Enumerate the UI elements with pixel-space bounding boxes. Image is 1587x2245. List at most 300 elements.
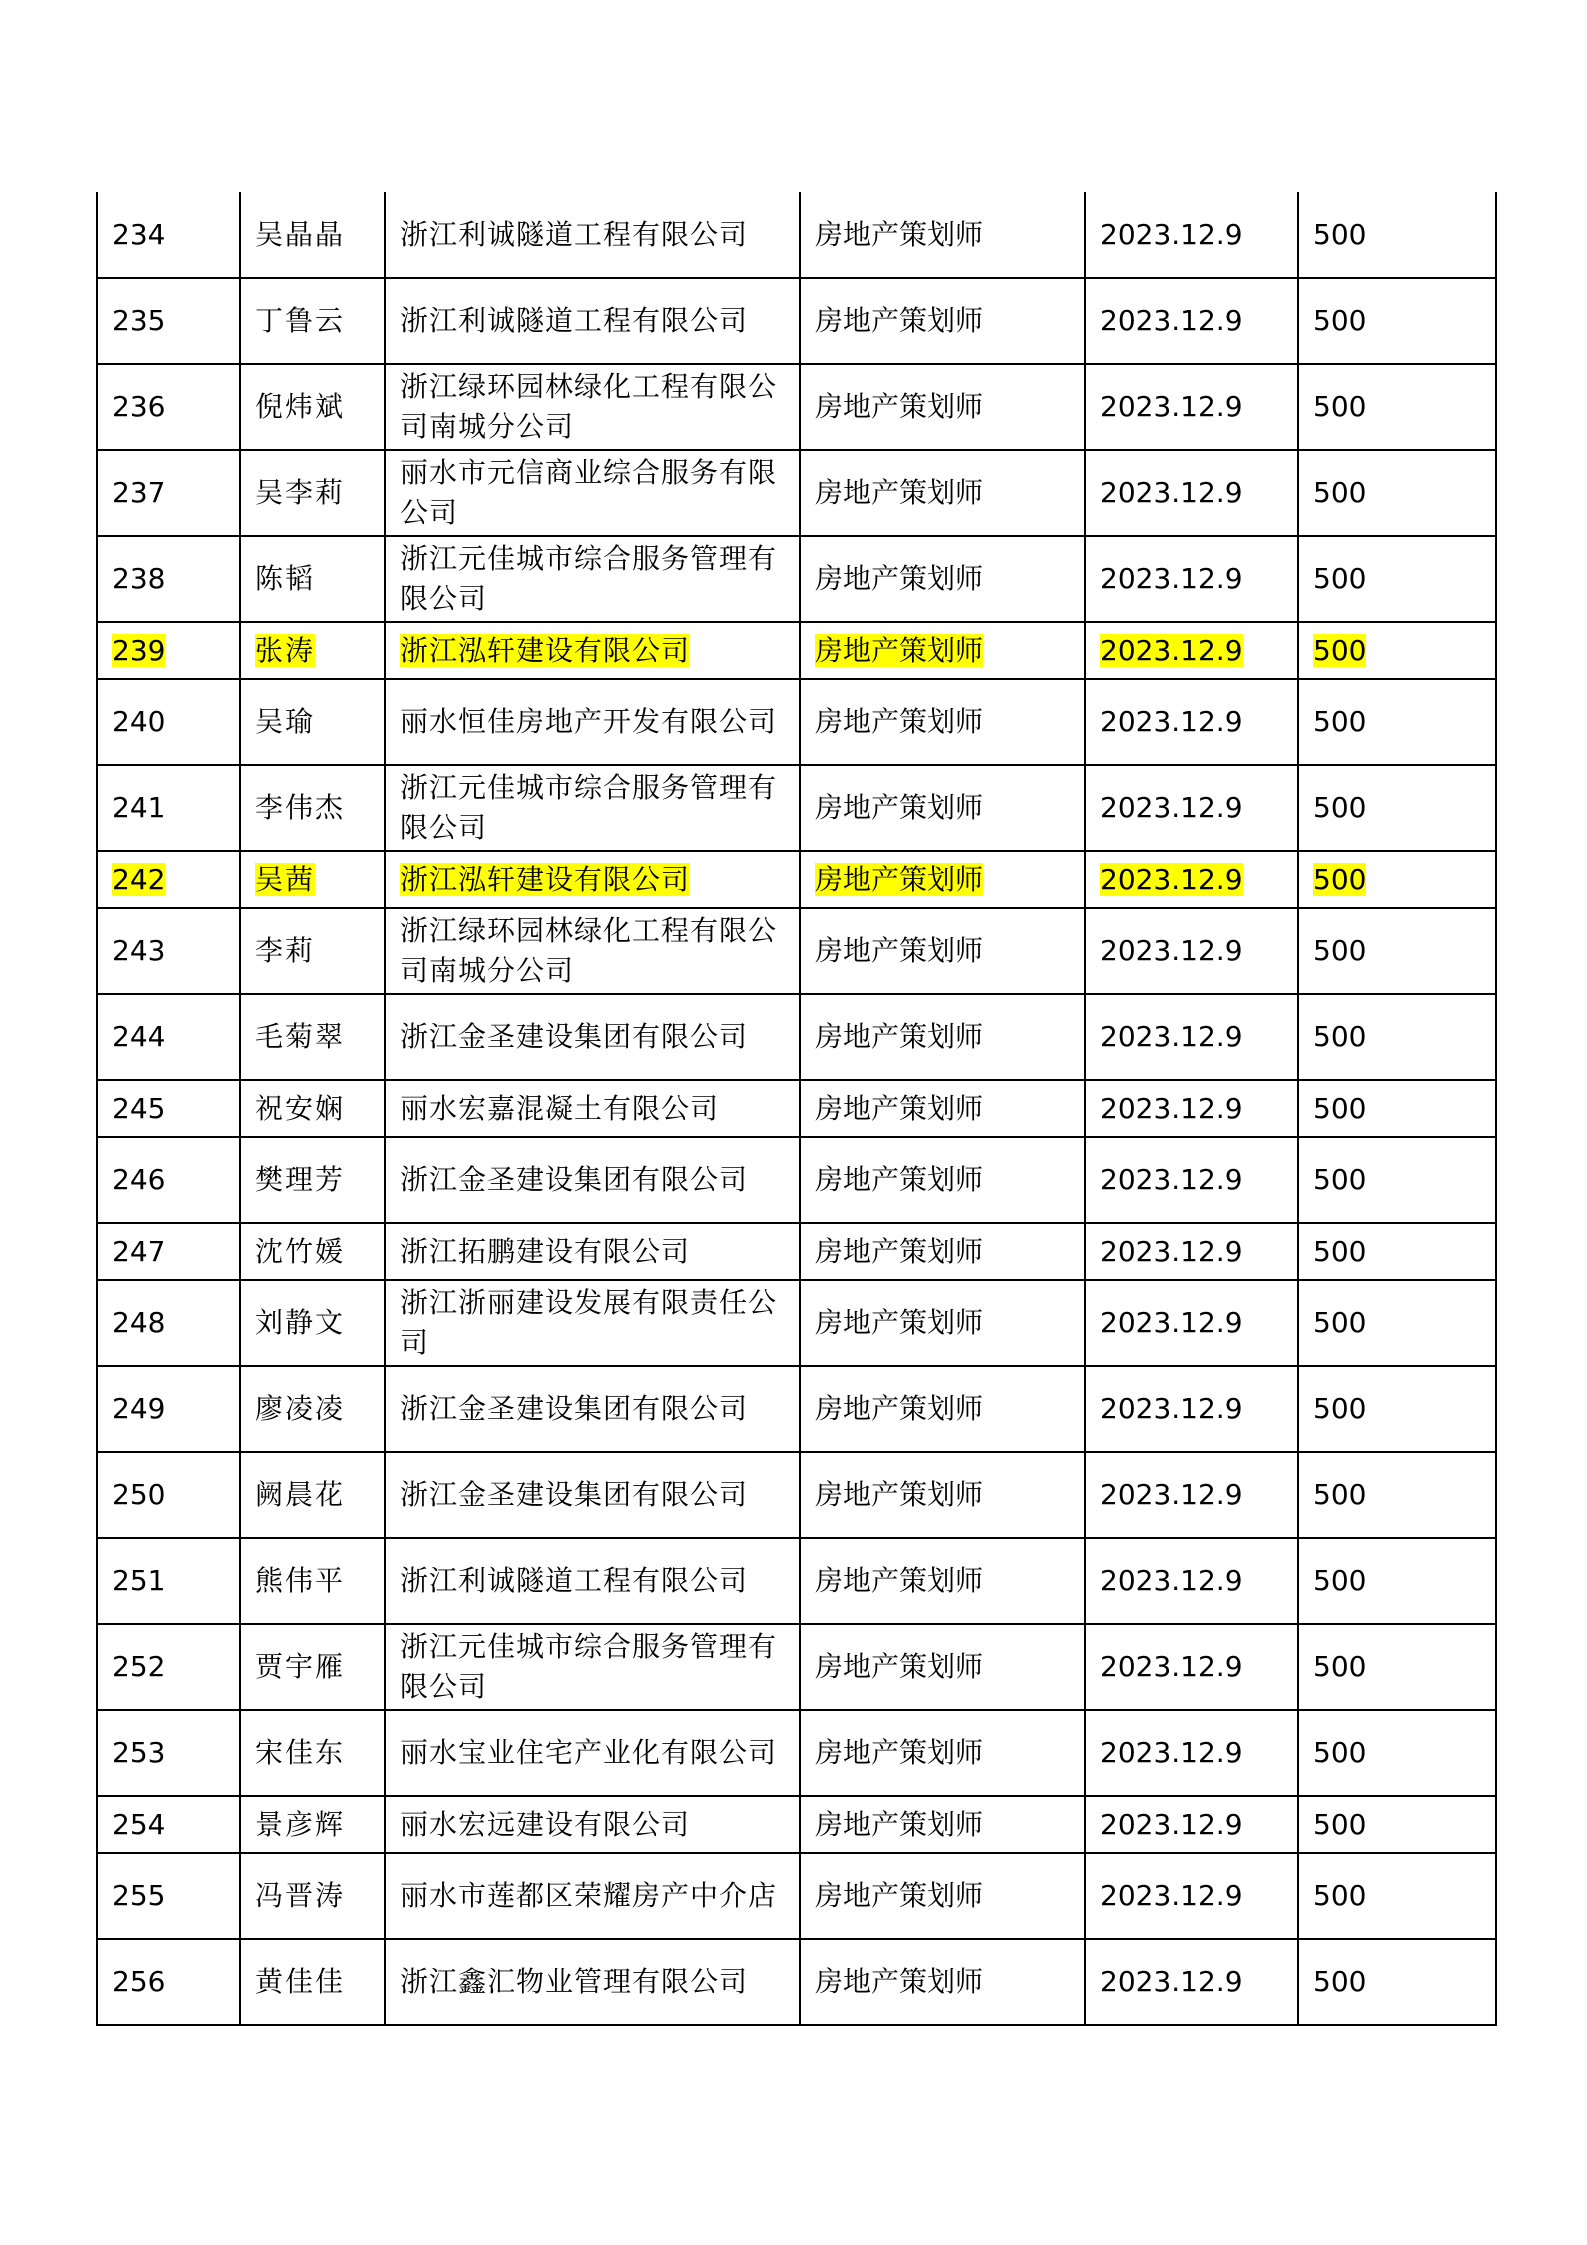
- amount-cell: [1298, 1710, 1496, 1796]
- organization-cell: [385, 765, 800, 851]
- person-name-cell: [240, 1280, 385, 1366]
- person-name-text: 冯晋涛: [255, 1879, 346, 1912]
- date-text: 2023.12.9: [1100, 1163, 1243, 1196]
- person-name-text: 陈韬: [255, 562, 316, 595]
- occupation-cell: [800, 1538, 1085, 1624]
- occupation-text: 房地产策划师: [815, 1564, 984, 1597]
- amount-cell: [1298, 1796, 1496, 1853]
- occupation-text: 房地产策划师: [815, 476, 984, 509]
- date-text: 2023.12.9: [1100, 934, 1243, 967]
- row-number-cell: [97, 994, 240, 1080]
- occupation-cell: [800, 1853, 1085, 1939]
- date-text: 2023.12.9: [1100, 390, 1243, 423]
- amount-text: 500: [1313, 1965, 1367, 1998]
- person-name-text: 祝安娴: [255, 1091, 346, 1125]
- organization-cell: [385, 192, 800, 278]
- date-cell: [1085, 994, 1298, 1080]
- person-name-text: 吴瑜: [255, 705, 316, 738]
- date-text: 2023.12.9: [1100, 633, 1243, 667]
- amount-cell: [1298, 278, 1496, 364]
- row-number-cell: [97, 1710, 240, 1796]
- amount-text: 500: [1313, 476, 1367, 509]
- amount-text: 500: [1313, 1091, 1367, 1125]
- person-name-text: 樊理芳: [255, 1163, 346, 1196]
- date-text: 2023.12.9: [1100, 1564, 1243, 1597]
- date-text: 2023.12.9: [1100, 1020, 1243, 1053]
- organization-text: 浙江利诚隧道工程有限公司: [400, 304, 749, 337]
- row-number-text: 240: [112, 705, 166, 738]
- person-name-cell: [240, 1853, 385, 1939]
- amount-text: 500: [1313, 1163, 1367, 1196]
- amount-text: 500: [1313, 1736, 1367, 1769]
- amount-cell: [1298, 851, 1496, 908]
- row-number-text: 254: [112, 1807, 166, 1841]
- date-cell: [1085, 1796, 1298, 1853]
- amount-text: 500: [1313, 1306, 1367, 1339]
- occupation-text: 房地产策划师: [815, 1163, 984, 1196]
- organization-text: 浙江金圣建设集团有限公司: [400, 1163, 749, 1196]
- organization-text: 浙江绿环园林绿化工程有限公司南城分公司: [400, 370, 778, 443]
- person-name-cell: [240, 1366, 385, 1452]
- amount-text: 500: [1313, 562, 1367, 595]
- occupation-text: 房地产策划师: [815, 705, 984, 738]
- date-text: 2023.12.9: [1100, 862, 1243, 896]
- person-name-text: 张涛: [255, 633, 316, 667]
- row-number-text: 235: [112, 304, 166, 337]
- person-name-cell: [240, 622, 385, 679]
- row-number-cell: [97, 1452, 240, 1538]
- person-name-cell: [240, 364, 385, 450]
- date-cell: [1085, 536, 1298, 622]
- amount-text: 500: [1313, 791, 1367, 824]
- row-number-cell: [97, 192, 240, 278]
- date-cell: [1085, 1710, 1298, 1796]
- date-text: 2023.12.9: [1100, 1234, 1243, 1268]
- person-name-cell: [240, 1223, 385, 1280]
- amount-text: 500: [1313, 1234, 1367, 1268]
- row-number-text: 250: [112, 1478, 166, 1511]
- occupation-cell: [800, 1710, 1085, 1796]
- person-name-text: 熊伟平: [255, 1564, 346, 1597]
- date-text: 2023.12.9: [1100, 705, 1243, 738]
- occupation-text: 房地产策划师: [815, 1091, 984, 1125]
- date-cell: [1085, 1624, 1298, 1710]
- organization-cell: [385, 364, 800, 450]
- amount-cell: [1298, 364, 1496, 450]
- roster-table: [96, 192, 1497, 2026]
- occupation-text: 房地产策划师: [815, 1879, 984, 1912]
- amount-cell: [1298, 1853, 1496, 1939]
- organization-text: 丽水宏嘉混凝土有限公司: [400, 1091, 720, 1125]
- person-name-text: 李莉: [255, 934, 316, 967]
- organization-cell: [385, 1710, 800, 1796]
- amount-cell: [1298, 450, 1496, 536]
- amount-cell: [1298, 679, 1496, 765]
- amount-text: 500: [1313, 217, 1367, 251]
- occupation-cell: [800, 1080, 1085, 1137]
- organization-text: 浙江拓鹏建设有限公司: [400, 1234, 691, 1268]
- amount-text: 500: [1313, 934, 1367, 967]
- table-row: [97, 1939, 1496, 2025]
- organization-text: 浙江金圣建设集团有限公司: [400, 1020, 749, 1053]
- amount-text: 500: [1313, 1392, 1367, 1425]
- person-name-text: 景彦辉: [255, 1807, 346, 1841]
- organization-cell: [385, 1366, 800, 1452]
- amount-text: 500: [1313, 862, 1367, 896]
- person-name-cell: [240, 1080, 385, 1137]
- row-number-cell: [97, 1223, 240, 1280]
- organization-text: 浙江鑫汇物业管理有限公司: [400, 1965, 749, 1998]
- organization-text: 浙江元佳城市综合服务管理有限公司: [400, 1630, 778, 1703]
- date-text: 2023.12.9: [1100, 304, 1243, 337]
- occupation-text: 房地产策划师: [815, 1234, 984, 1268]
- amount-cell: [1298, 1624, 1496, 1710]
- organization-text: 浙江泓轩建设有限公司: [400, 862, 691, 896]
- occupation-text: 房地产策划师: [815, 1736, 984, 1769]
- organization-text: 浙江元佳城市综合服务管理有限公司: [400, 542, 778, 615]
- row-number-text: 241: [112, 791, 166, 824]
- organization-cell: [385, 278, 800, 364]
- organization-text: 丽水恒佳房地产开发有限公司: [400, 705, 778, 738]
- occupation-cell: [800, 851, 1085, 908]
- person-name-text: 黄佳佳: [255, 1965, 346, 1998]
- row-number-text: 234: [112, 217, 166, 251]
- organization-text: 浙江浙丽建设发展有限责任公司: [400, 1286, 778, 1359]
- occupation-cell: [800, 622, 1085, 679]
- table-row: [97, 679, 1496, 765]
- table-row: [97, 450, 1496, 536]
- row-number-cell: [97, 622, 240, 679]
- organization-cell: [385, 1796, 800, 1853]
- row-number-text: 236: [112, 390, 166, 423]
- occupation-text: 房地产策划师: [815, 1392, 984, 1425]
- table-row: [97, 1280, 1496, 1366]
- table-row: [97, 1624, 1496, 1710]
- table-row: [97, 1796, 1496, 1853]
- row-number-text: 238: [112, 562, 166, 595]
- amount-cell: [1298, 536, 1496, 622]
- occupation-cell: [800, 450, 1085, 536]
- table-row: [97, 765, 1496, 851]
- occupation-text: 房地产策划师: [815, 1020, 984, 1053]
- date-cell: [1085, 1939, 1298, 2025]
- occupation-cell: [800, 278, 1085, 364]
- row-number-text: 255: [112, 1879, 166, 1912]
- row-number-cell: [97, 908, 240, 994]
- row-number-text: 239: [112, 633, 166, 667]
- occupation-text: 房地产策划师: [815, 862, 984, 896]
- person-name-cell: [240, 908, 385, 994]
- row-number-cell: [97, 679, 240, 765]
- organization-cell: [385, 908, 800, 994]
- date-cell: [1085, 1280, 1298, 1366]
- table-row: [97, 994, 1496, 1080]
- table-row: [97, 1538, 1496, 1624]
- occupation-cell: [800, 1366, 1085, 1452]
- row-number-cell: [97, 1080, 240, 1137]
- amount-cell: [1298, 1538, 1496, 1624]
- amount-cell: [1298, 1280, 1496, 1366]
- person-name-cell: [240, 1796, 385, 1853]
- person-name-text: 毛菊翠: [255, 1020, 346, 1053]
- table-row: [97, 851, 1496, 908]
- amount-cell: [1298, 994, 1496, 1080]
- row-number-text: 245: [112, 1091, 166, 1125]
- date-text: 2023.12.9: [1100, 1650, 1243, 1683]
- amount-text: 500: [1313, 1650, 1367, 1683]
- date-text: 2023.12.9: [1100, 1879, 1243, 1912]
- table-row: [97, 1853, 1496, 1939]
- occupation-text: 房地产策划师: [815, 217, 984, 251]
- date-cell: [1085, 278, 1298, 364]
- row-number-text: 256: [112, 1965, 166, 1998]
- table-row: [97, 1366, 1496, 1452]
- organization-text: 浙江利诚隧道工程有限公司: [400, 217, 749, 251]
- occupation-cell: [800, 1624, 1085, 1710]
- date-cell: [1085, 765, 1298, 851]
- organization-cell: [385, 1624, 800, 1710]
- date-cell: [1085, 1223, 1298, 1280]
- organization-cell: [385, 851, 800, 908]
- row-number-cell: [97, 1796, 240, 1853]
- person-name-text: 吴晶晶: [255, 217, 346, 251]
- amount-text: 500: [1313, 1020, 1367, 1053]
- person-name-text: 廖凌凌: [255, 1392, 346, 1425]
- amount-cell: [1298, 1223, 1496, 1280]
- organization-text: 浙江泓轩建设有限公司: [400, 633, 691, 667]
- amount-cell: [1298, 1080, 1496, 1137]
- date-text: 2023.12.9: [1100, 217, 1243, 251]
- row-number-cell: [97, 1366, 240, 1452]
- date-cell: [1085, 622, 1298, 679]
- person-name-text: 吴茜: [255, 862, 316, 896]
- date-text: 2023.12.9: [1100, 791, 1243, 824]
- amount-cell: [1298, 908, 1496, 994]
- occupation-cell: [800, 1223, 1085, 1280]
- occupation-text: 房地产策划师: [815, 633, 984, 667]
- date-cell: [1085, 1137, 1298, 1223]
- date-cell: [1085, 1452, 1298, 1538]
- row-number-cell: [97, 1624, 240, 1710]
- occupation-text: 房地产策划师: [815, 562, 984, 595]
- organization-text: 浙江金圣建设集团有限公司: [400, 1478, 749, 1511]
- date-cell: [1085, 1538, 1298, 1624]
- person-name-cell: [240, 278, 385, 364]
- amount-text: 500: [1313, 1807, 1367, 1841]
- organization-text: 浙江元佳城市综合服务管理有限公司: [400, 771, 778, 844]
- date-cell: [1085, 1366, 1298, 1452]
- date-cell: [1085, 450, 1298, 536]
- organization-text: 浙江绿环园林绿化工程有限公司南城分公司: [400, 914, 778, 987]
- person-name-cell: [240, 679, 385, 765]
- row-number-text: 243: [112, 934, 166, 967]
- person-name-cell: [240, 1710, 385, 1796]
- person-name-text: 李伟杰: [255, 791, 346, 824]
- occupation-cell: [800, 1939, 1085, 2025]
- amount-cell: [1298, 1939, 1496, 2025]
- amount-cell: [1298, 1366, 1496, 1452]
- person-name-cell: [240, 450, 385, 536]
- occupation-cell: [800, 908, 1085, 994]
- occupation-cell: [800, 994, 1085, 1080]
- table-row: [97, 364, 1496, 450]
- person-name-text: 刘静文: [255, 1306, 346, 1339]
- date-text: 2023.12.9: [1100, 1965, 1243, 1998]
- organization-text: 丽水市元信商业综合服务有限公司: [400, 456, 778, 529]
- amount-text: 500: [1313, 390, 1367, 423]
- person-name-cell: [240, 192, 385, 278]
- occupation-text: 房地产策划师: [815, 1478, 984, 1511]
- amount-cell: [1298, 192, 1496, 278]
- amount-cell: [1298, 1452, 1496, 1538]
- row-number-cell: [97, 450, 240, 536]
- table-row: [97, 1452, 1496, 1538]
- amount-cell: [1298, 1137, 1496, 1223]
- date-cell: [1085, 364, 1298, 450]
- occupation-cell: [800, 1280, 1085, 1366]
- person-name-text: 吴李莉: [255, 476, 346, 509]
- date-text: 2023.12.9: [1100, 1807, 1243, 1841]
- row-number-cell: [97, 1137, 240, 1223]
- occupation-text: 房地产策划师: [815, 791, 984, 824]
- organization-cell: [385, 536, 800, 622]
- row-number-text: 251: [112, 1564, 166, 1597]
- organization-cell: [385, 1452, 800, 1538]
- row-number-cell: [97, 364, 240, 450]
- amount-text: 500: [1313, 304, 1367, 337]
- person-name-cell: [240, 536, 385, 622]
- person-name-text: 丁鲁云: [255, 304, 346, 337]
- occupation-cell: [800, 765, 1085, 851]
- row-number-cell: [97, 536, 240, 622]
- organization-cell: [385, 450, 800, 536]
- amount-cell: [1298, 765, 1496, 851]
- occupation-cell: [800, 1137, 1085, 1223]
- organization-cell: [385, 994, 800, 1080]
- amount-text: 500: [1313, 1478, 1367, 1511]
- row-number-cell: [97, 278, 240, 364]
- date-text: 2023.12.9: [1100, 1091, 1243, 1125]
- row-number-text: 248: [112, 1306, 166, 1339]
- row-number-cell: [97, 1538, 240, 1624]
- occupation-cell: [800, 679, 1085, 765]
- date-cell: [1085, 679, 1298, 765]
- person-name-cell: [240, 1939, 385, 2025]
- amount-text: 500: [1313, 705, 1367, 738]
- person-name-cell: [240, 765, 385, 851]
- date-cell: [1085, 851, 1298, 908]
- occupation-text: 房地产策划师: [815, 1965, 984, 1998]
- table-row: [97, 1080, 1496, 1137]
- amount-text: 500: [1313, 633, 1367, 667]
- row-number-text: 247: [112, 1234, 166, 1268]
- occupation-text: 房地产策划师: [815, 1650, 984, 1683]
- occupation-cell: [800, 1796, 1085, 1853]
- date-cell: [1085, 1080, 1298, 1137]
- date-text: 2023.12.9: [1100, 1478, 1243, 1511]
- organization-cell: [385, 1939, 800, 2025]
- person-name-cell: [240, 851, 385, 908]
- table-row: [97, 278, 1496, 364]
- row-number-text: 246: [112, 1163, 166, 1196]
- organization-cell: [385, 1223, 800, 1280]
- occupation-text: 房地产策划师: [815, 304, 984, 337]
- date-cell: [1085, 192, 1298, 278]
- person-name-text: 宋佳东: [255, 1736, 346, 1769]
- person-name-text: 倪炜斌: [255, 390, 346, 423]
- organization-cell: [385, 1137, 800, 1223]
- row-number-text: 252: [112, 1650, 166, 1683]
- row-number-text: 244: [112, 1020, 166, 1053]
- row-number-text: 249: [112, 1392, 166, 1425]
- table-row: [97, 1710, 1496, 1796]
- table-row: [97, 1137, 1496, 1223]
- person-name-cell: [240, 1538, 385, 1624]
- occupation-text: 房地产策划师: [815, 1807, 984, 1841]
- row-number-text: 237: [112, 476, 166, 509]
- occupation-cell: [800, 192, 1085, 278]
- occupation-cell: [800, 364, 1085, 450]
- occupation-cell: [800, 1452, 1085, 1538]
- occupation-cell: [800, 536, 1085, 622]
- amount-cell: [1298, 622, 1496, 679]
- person-name-cell: [240, 1137, 385, 1223]
- occupation-text: 房地产策划师: [815, 934, 984, 967]
- organization-cell: [385, 1538, 800, 1624]
- date-cell: [1085, 1853, 1298, 1939]
- row-number-text: 242: [112, 862, 166, 896]
- occupation-text: 房地产策划师: [815, 390, 984, 423]
- date-text: 2023.12.9: [1100, 1736, 1243, 1769]
- date-text: 2023.12.9: [1100, 1306, 1243, 1339]
- date-text: 2023.12.9: [1100, 562, 1243, 595]
- organization-cell: [385, 1280, 800, 1366]
- table-row: [97, 536, 1496, 622]
- row-number-cell: [97, 851, 240, 908]
- organization-text: 丽水宏远建设有限公司: [400, 1807, 691, 1841]
- organization-text: 丽水宝业住宅产业化有限公司: [400, 1736, 778, 1769]
- date-text: 2023.12.9: [1100, 476, 1243, 509]
- person-name-text: 沈竹媛: [255, 1234, 346, 1268]
- table-row: [97, 192, 1496, 278]
- amount-text: 500: [1313, 1879, 1367, 1912]
- row-number-cell: [97, 1280, 240, 1366]
- person-name-text: 阙晨花: [255, 1478, 346, 1511]
- row-number-cell: [97, 1853, 240, 1939]
- organization-text: 浙江利诚隧道工程有限公司: [400, 1564, 749, 1597]
- row-number-cell: [97, 1939, 240, 2025]
- person-name-text: 贾宇雁: [255, 1650, 346, 1683]
- organization-cell: [385, 679, 800, 765]
- table-row: [97, 1223, 1496, 1280]
- organization-text: 丽水市莲都区荣耀房产中介店: [400, 1879, 778, 1912]
- row-number-text: 253: [112, 1736, 166, 1769]
- organization-cell: [385, 1853, 800, 1939]
- date-cell: [1085, 908, 1298, 994]
- date-text: 2023.12.9: [1100, 1392, 1243, 1425]
- organization-cell: [385, 622, 800, 679]
- organization-text: 浙江金圣建设集团有限公司: [400, 1392, 749, 1425]
- amount-text: 500: [1313, 1564, 1367, 1597]
- roster-table-body: [97, 192, 1496, 2025]
- person-name-cell: [240, 1624, 385, 1710]
- occupation-text: 房地产策划师: [815, 1306, 984, 1339]
- table-row: [97, 908, 1496, 994]
- table-row: [97, 622, 1496, 679]
- person-name-cell: [240, 1452, 385, 1538]
- person-name-cell: [240, 994, 385, 1080]
- row-number-cell: [97, 765, 240, 851]
